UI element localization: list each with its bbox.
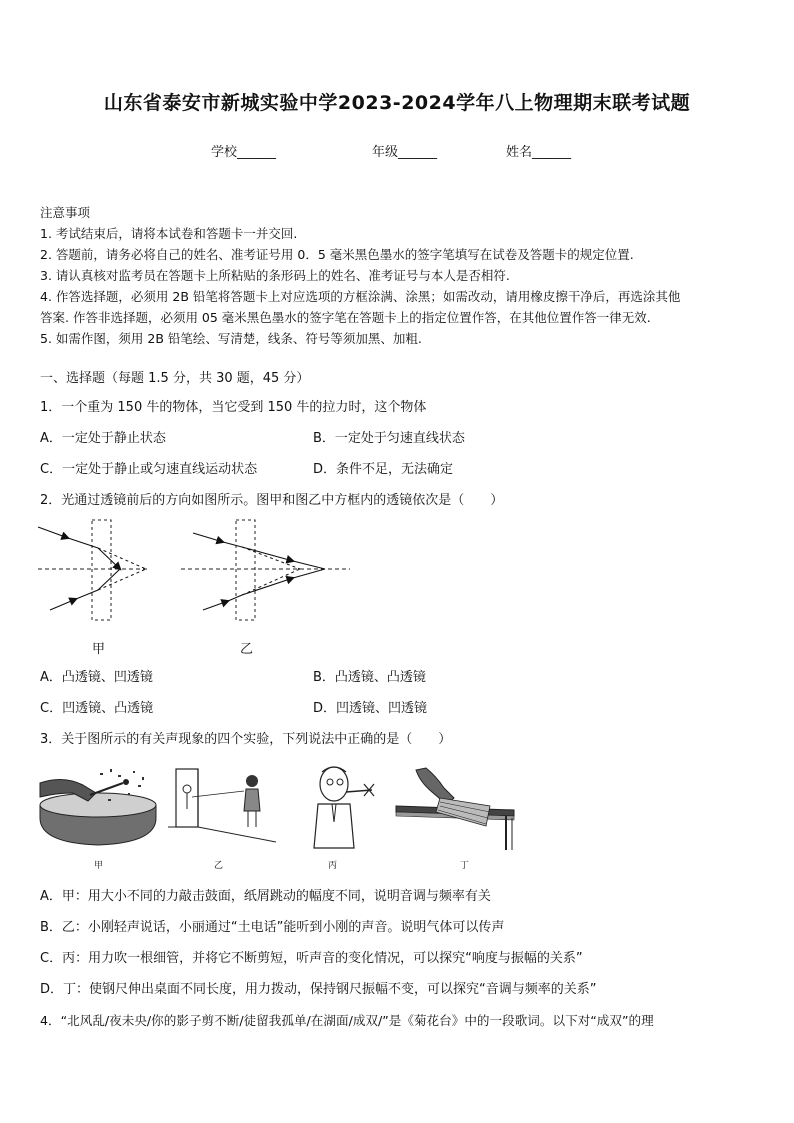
note-item: 4. 作答选择题，必须用 2B 铅笔将答题卡上对应选项的方框涂满、涂黑；如需改动，请用橡皮擦干净后，再选涂其他	[40, 289, 681, 304]
caption-yi: 乙	[214, 861, 224, 871]
name-field: 姓名______	[506, 145, 572, 160]
q3-option-a: A．甲：用大小不同的力敲击鼓面，纸屑跳动的幅度不同，说明音调与频率有关	[40, 889, 491, 904]
note-item: 5. 如需作图，须用 2B 铅笔绘、写清楚，线条、符号等须加黑、加粗.	[40, 331, 422, 346]
note-item: 答案. 作答非选择题，必须用 05 毫米黑色墨水的签字笔在答题卡上的指定位置作答，在其他位置作答一律无效.	[40, 310, 651, 325]
caption-ding: 丁	[460, 861, 470, 871]
q2-option-c: C．凹透镜、凸透镜	[40, 701, 154, 716]
q2-option-a: A．凸透镜、凹透镜	[40, 670, 153, 685]
q1-option-a: A．一定处于静止状态	[40, 431, 166, 446]
q3-option-c: C．丙：用力吹一根细管，并将它不断剪短，听声音的变化情况，可以探究“响度与振幅的关系”	[40, 951, 583, 966]
grade-field: 年级______	[372, 145, 438, 160]
section-heading: 一、选择题（每题 1.5 分，共 30 题，45 分）	[40, 371, 310, 386]
caption-jia: 甲	[94, 861, 104, 871]
q1-option-d: D．条件不足，无法确定	[313, 462, 454, 477]
note-item: 2. 答题前，请务必将自己的姓名、准考证号用 0．5 毫米黑色墨水的签字笔填写在试卷及答题卡的规定位置.	[40, 247, 634, 262]
q3-option-b: B．乙：小刚轻声说话，小丽通过“土电话”能听到小刚的声音。说明气体可以传声	[40, 920, 505, 935]
ruler-illustration	[396, 768, 516, 850]
diagram-yi	[181, 520, 350, 620]
figure-label-jia: 甲	[92, 642, 106, 657]
notes-heading: 注意事项	[40, 205, 91, 220]
note-item: 3. 请认真核对监考员在答题卡上所粘贴的条形码上的姓名、准考证号与本人是否相符.	[40, 268, 510, 283]
q1-option-b: B．一定处于匀速直线状态	[313, 431, 465, 446]
exam-title: 山东省泰安市新城实验中学2023-2024学年八上物理期末联考试题	[103, 92, 691, 114]
drum-illustration	[38, 763, 158, 848]
note-item: 1. 考试结束后，请将本试卷和答题卡一并交回.	[40, 226, 298, 241]
straw-illustration	[312, 762, 382, 850]
question-2-stem: 2．光通过透镜前后的方向如图所示。图甲和图乙中方框内的透镜依次是（ ）	[40, 493, 504, 508]
figure-label-yi: 乙	[240, 642, 254, 657]
q3-option-d: D．丁：使钢尺伸出桌面不同长度，用力拨动，保持钢尺振幅不变，可以探究“音调与频率的关系”	[40, 982, 597, 997]
question-3-stem: 3．关于图所示的有关声现象的四个实验，下列说法中正确的是（ ）	[40, 732, 452, 747]
q2-option-d: D．凹透镜、凹透镜	[313, 701, 428, 716]
question-4-stem: 4．“北风乱/夜未央/你的影子剪不断/徒留我孤单/在湖面/成双/”是《菊花台》中的一段歌词。以下对“成双”的理	[40, 1013, 654, 1028]
caption-bing: 丙	[328, 861, 338, 871]
string-phone-illustration	[168, 767, 278, 847]
q1-option-c: C．一定处于静止或匀速直线运动状态	[40, 462, 258, 477]
q2-option-b: B．凸透镜、凸透镜	[313, 670, 426, 685]
question-1-stem: 1．一个重为 150 牛的物体，当它受到 150 牛的拉力时，这个物体	[40, 400, 427, 415]
lens-diagram	[38, 515, 358, 625]
school-field: 学校______	[211, 145, 277, 160]
diagram-jia	[38, 520, 148, 620]
